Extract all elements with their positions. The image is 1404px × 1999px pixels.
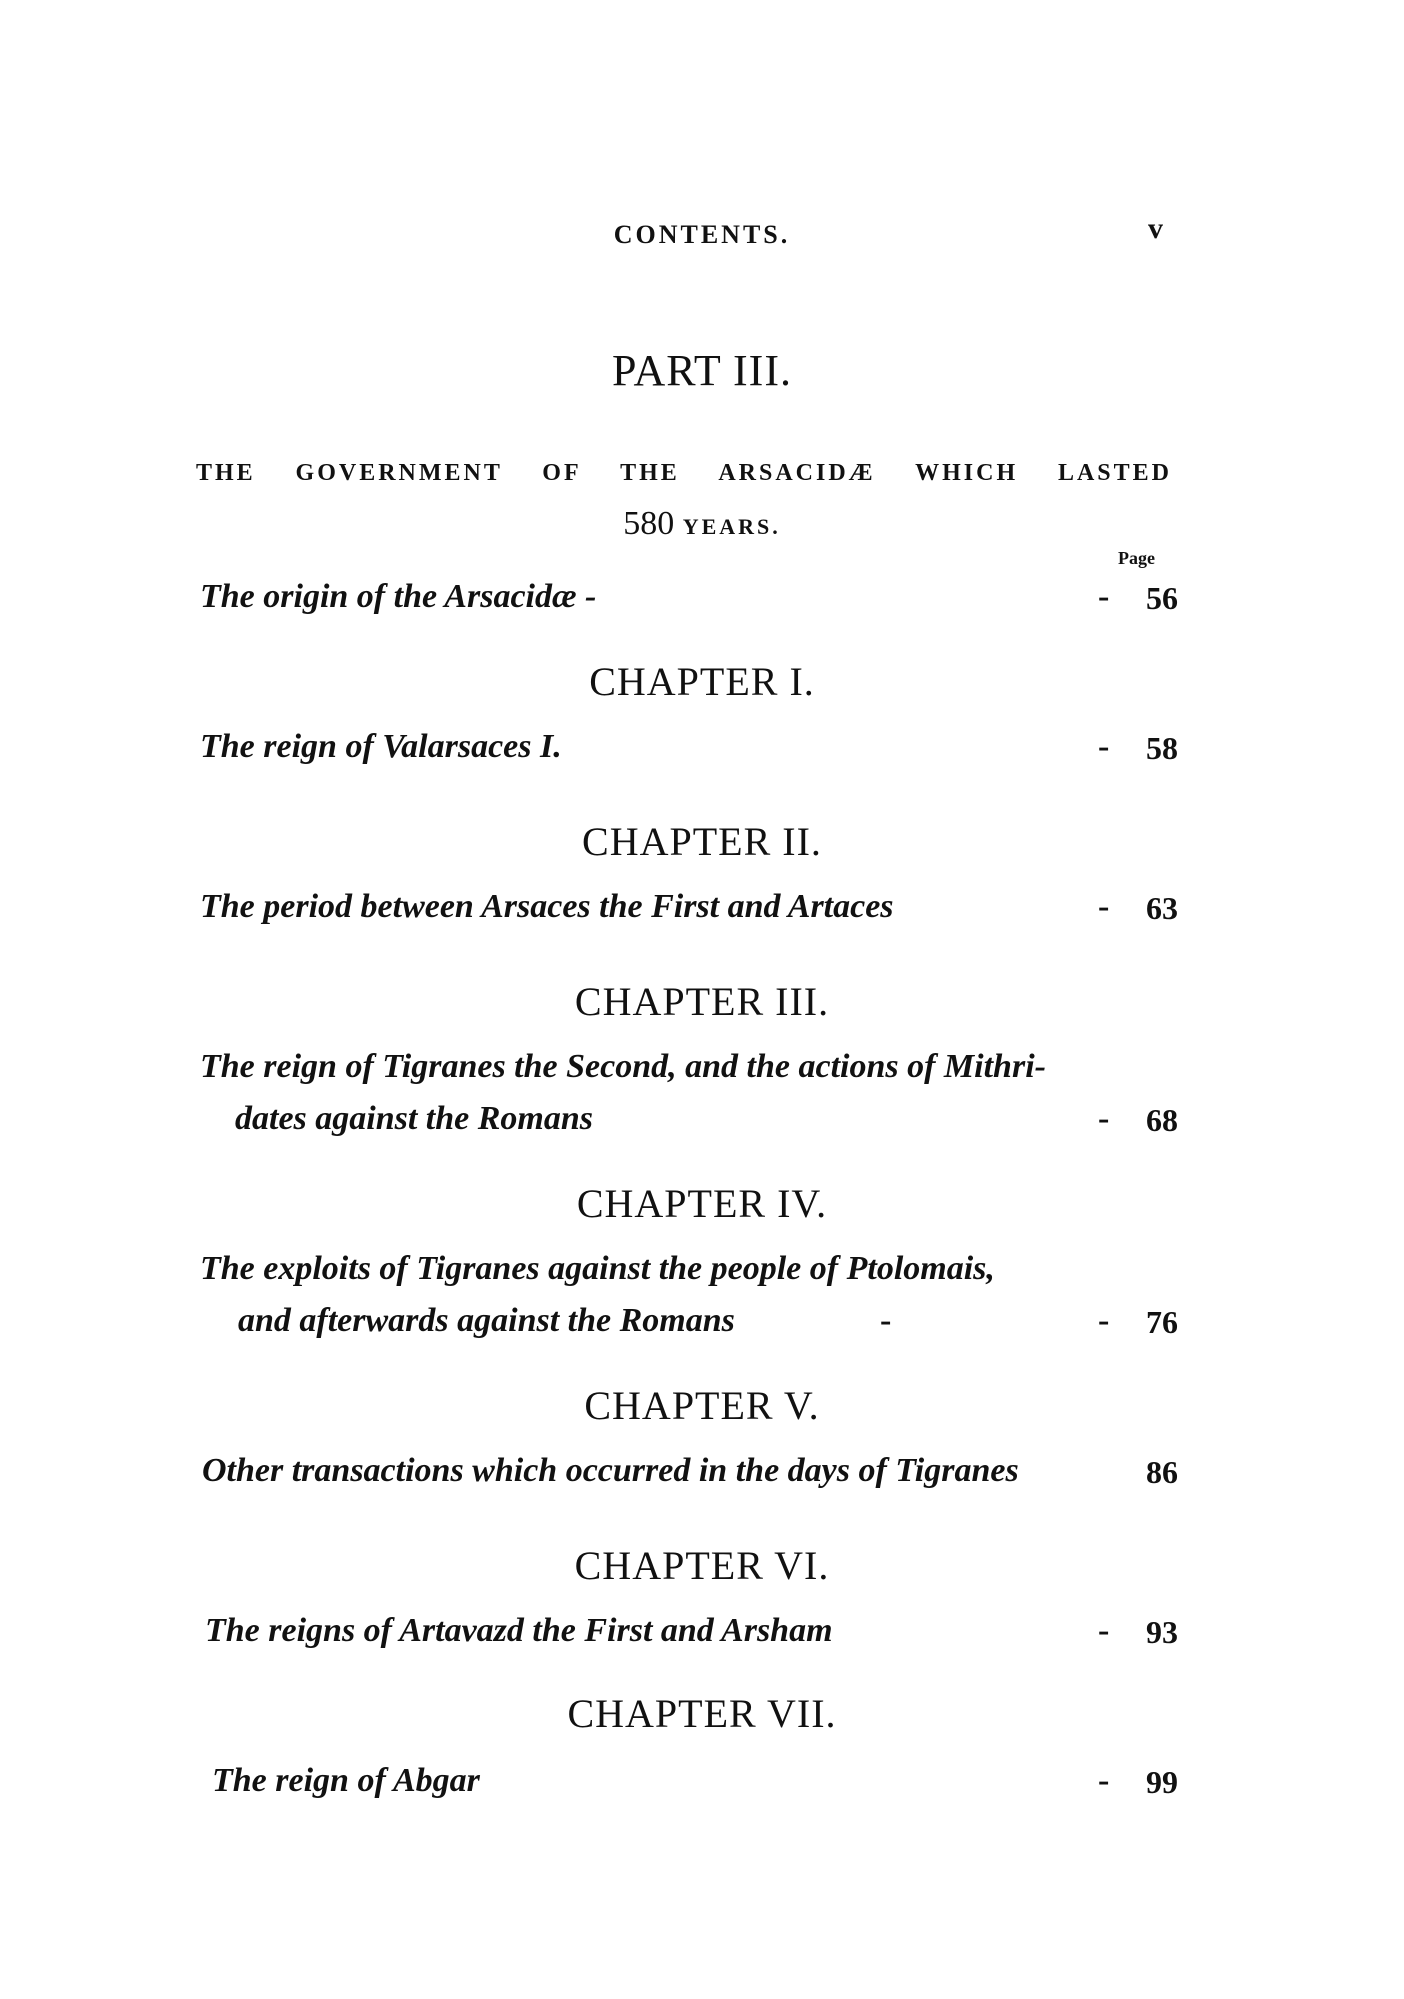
page-number: v	[1148, 212, 1163, 245]
toc-entry-title: The reigns of Artavazd the First and Arsham	[205, 1612, 833, 1649]
page-column-label: Page	[1118, 548, 1155, 568]
part-title: PART III.	[612, 346, 792, 395]
toc-entry-title-line1: The reign of Tigranes the Second, and the actions of Mithri-	[200, 1048, 1046, 1085]
leader-dash: -	[880, 1302, 892, 1339]
toc-entry-title: The period between Arsaces the First and Artaces	[200, 888, 894, 925]
chapter-heading: CHAPTER VII.	[567, 1691, 837, 1736]
chapter-heading: CHAPTER V.	[584, 1383, 820, 1428]
leader-dash: -	[1098, 1762, 1110, 1799]
chapter-heading: CHAPTER IV.	[576, 1181, 828, 1226]
toc-entry-title-line2: dates against the Romans	[235, 1100, 594, 1137]
toc-entry-page: 93	[1146, 1614, 1178, 1650]
leader-dash: -	[1098, 578, 1110, 615]
toc-entry-page: 58	[1146, 730, 1178, 766]
toc-entry-title: The reign of Valarsaces I.	[200, 728, 562, 765]
toc-entry-title: Other transactions which occurred in the days of Tigranes	[202, 1452, 1019, 1489]
chapter-heading: CHAPTER VI.	[574, 1543, 830, 1588]
toc-entry-page: 76	[1146, 1304, 1178, 1340]
part-subtitle-number: 580	[623, 505, 675, 542]
running-head: CONTENTS.	[613, 220, 791, 249]
toc-entry-page: 86	[1146, 1454, 1178, 1490]
leader-dash: -	[1098, 1302, 1110, 1339]
toc-entry-page: 63	[1146, 890, 1178, 926]
toc-entry-title-line1: The exploits of Tigranes against the people of Ptolomais,	[200, 1250, 995, 1287]
part-subtitle-line1: THE GOVERNMENT OF THE ARSACIDÆ WHICH LASTED	[196, 460, 1172, 486]
chapter-heading: CHAPTER III.	[574, 979, 830, 1024]
toc-entry-page: 99	[1146, 1764, 1178, 1800]
leader-dash: -	[1098, 1100, 1110, 1137]
toc-entry-page: 68	[1146, 1102, 1178, 1138]
toc-entry-title: The reign of Abgar	[212, 1762, 480, 1799]
toc-entry-title-line2: and afterwards against the Romans	[238, 1302, 735, 1339]
chapter-heading: CHAPTER I.	[589, 659, 815, 704]
toc-entry-title: The origin of the Arsacidæ -	[200, 578, 597, 615]
part-subtitle-years: YEARS.	[682, 514, 781, 539]
leader-dash: -	[1098, 1612, 1110, 1649]
chapter-heading: CHAPTER II.	[582, 819, 822, 864]
leader-dash: -	[1098, 888, 1110, 925]
toc-entry-page: 56	[1146, 580, 1178, 616]
part-subtitle-line2	[0, 505, 1404, 543]
leader-dash: -	[1098, 728, 1110, 765]
